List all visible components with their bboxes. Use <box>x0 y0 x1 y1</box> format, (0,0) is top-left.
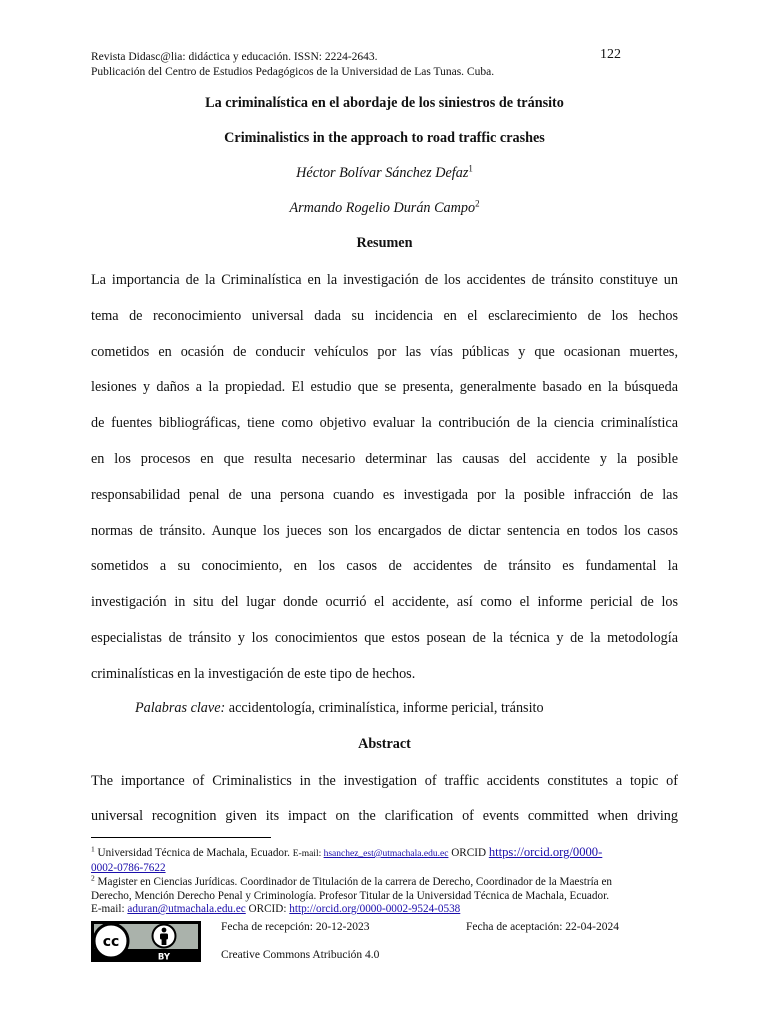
resumen-line: tema de reconocimiento universal dada su incidencia en el esclarecimiento de los hechos <box>91 308 678 324</box>
cc-by-license-icon <box>91 921 201 962</box>
page-number: 122 <box>600 47 621 62</box>
footnote-1-email-link[interactable]: hsanchez_est@utmachala.edu.ec <box>323 849 449 859</box>
footnote-2-email-link[interactable]: aduran@utmachala.edu.ec <box>127 903 246 916</box>
footnote-2-orcid-link[interactable]: http://orcid.org/0000-0002-9524-0538 <box>289 903 461 916</box>
footnote-1-mark: 1 <box>91 844 95 854</box>
title-english: Criminalistics in the approach to road traffic crashes <box>224 130 545 146</box>
author-2-footnote-mark[interactable]: 2 <box>475 198 480 209</box>
resumen-line: sometidos a su conocimiento, en los casos de accidentes de tránsito es fundamental la <box>91 558 678 574</box>
footnote-1-orcid-label: ORCID <box>448 847 489 859</box>
svg-text:cc: cc <box>102 934 120 950</box>
resumen-line: normas de tránsito. Aunque los jueces son los encargados de dictar sentencia en todos los casos <box>91 523 678 539</box>
resumen-line: lesiones y daños a la propiedad. El estudio que se presenta, generalmente basado en la búsqueda <box>91 379 678 395</box>
abstract-line: The importance of Criminalistics in the investigation of traffic accidents constitutes a topic of <box>91 773 678 789</box>
abstract-heading: Abstract <box>358 736 411 752</box>
abstract-line: universal recognition given its impact on the clarification of events committed when driving <box>91 808 678 824</box>
footnote-separator <box>91 837 271 838</box>
footnote-1-orcid-link-cont[interactable]: 0002-0786-7622 <box>91 861 166 874</box>
footnote-2-mark: 2 <box>91 873 95 883</box>
resumen-line: cometidos en ocasión de conducir vehículos por las vías públicas y que ocasionan muertes, <box>91 344 678 360</box>
resumen-line: criminalísticas en la investigación de este tipo de hechos. <box>91 666 416 682</box>
received-date: Fecha de recepción: 20-12-2023 <box>221 921 370 933</box>
resumen-line: La importancia de la Criminalística en la investigación de los accidentes de tránsito constituye un <box>91 272 678 288</box>
keywords <box>135 700 544 717</box>
resumen-line: investigación in situ del lugar donde ocurrió el accidente, así como el informe pericial de los <box>91 594 678 610</box>
journal-header-line1: Revista Didasc@lia: didáctica y educación. ISSN: 2224-2643. <box>91 51 378 63</box>
journal-header-line2: Publicación del Centro de Estudios Pedagógicos de la Universidad de Las Tunas. Cuba. <box>91 66 495 78</box>
footnote-2-line2: Derecho, Mención Derecho Penal y Criminología. Profesor Titular de la Universidad Técnica de Machala, Ecuador. <box>91 889 609 902</box>
author-2-name: Armando Rogelio Durán Campo <box>289 200 476 216</box>
footnote-2 <box>91 873 681 917</box>
resumen-line: responsabilidad penal de una persona cuando es investigada por la posible infracción de las <box>91 487 678 503</box>
title-spanish: La criminalística en el abordaje de los siniestros de tránsito <box>205 95 564 111</box>
footnote-1-affiliation: Universidad Técnica de Machala, Ecuador. <box>94 847 293 859</box>
resumen-line: especialistas de tránsito y los conocimientos que estos posean de la técnica y de la metodología <box>91 630 678 646</box>
license-text: Creative Commons Atribución 4.0 <box>221 949 380 961</box>
footnote-1-orcid-link[interactable]: https://orcid.org/0000- <box>488 845 603 859</box>
resumen-line: de fuentes bibliográficas, tiene como objetivo evaluar la contribución de la ciencia criminalística <box>91 415 678 431</box>
keywords-list: accidentología, criminalística, informe pericial, tránsito <box>225 700 544 716</box>
accepted-date: Fecha de aceptación: 22-04-2024 <box>466 921 619 933</box>
footnote-2-email-label: E-mail: <box>91 903 128 916</box>
author-1-footnote-mark[interactable]: 1 <box>468 163 473 174</box>
author-1 <box>91 165 678 182</box>
footnote-1 <box>91 846 681 875</box>
cc-badge-label: BY <box>157 952 171 962</box>
footnote-2-orcid-label: ORCID: <box>245 903 290 916</box>
footnote-1-email-label: E-mail: <box>292 849 324 859</box>
author-2 <box>91 200 678 217</box>
keywords-label: Palabras clave: <box>135 700 226 716</box>
resumen-line: en los procesos en que resulta necesario determinar las causas del accidente y la posible <box>91 451 678 467</box>
footnote-2-line1: Magister en Ciencias Jurídicas. Coordinador de Titulación de la carrera de Derecho, Coordinador de la Maestría en <box>94 876 613 888</box>
author-1-name: Héctor Bolívar Sánchez Defaz <box>296 165 469 181</box>
resumen-heading: Resumen <box>356 235 413 251</box>
